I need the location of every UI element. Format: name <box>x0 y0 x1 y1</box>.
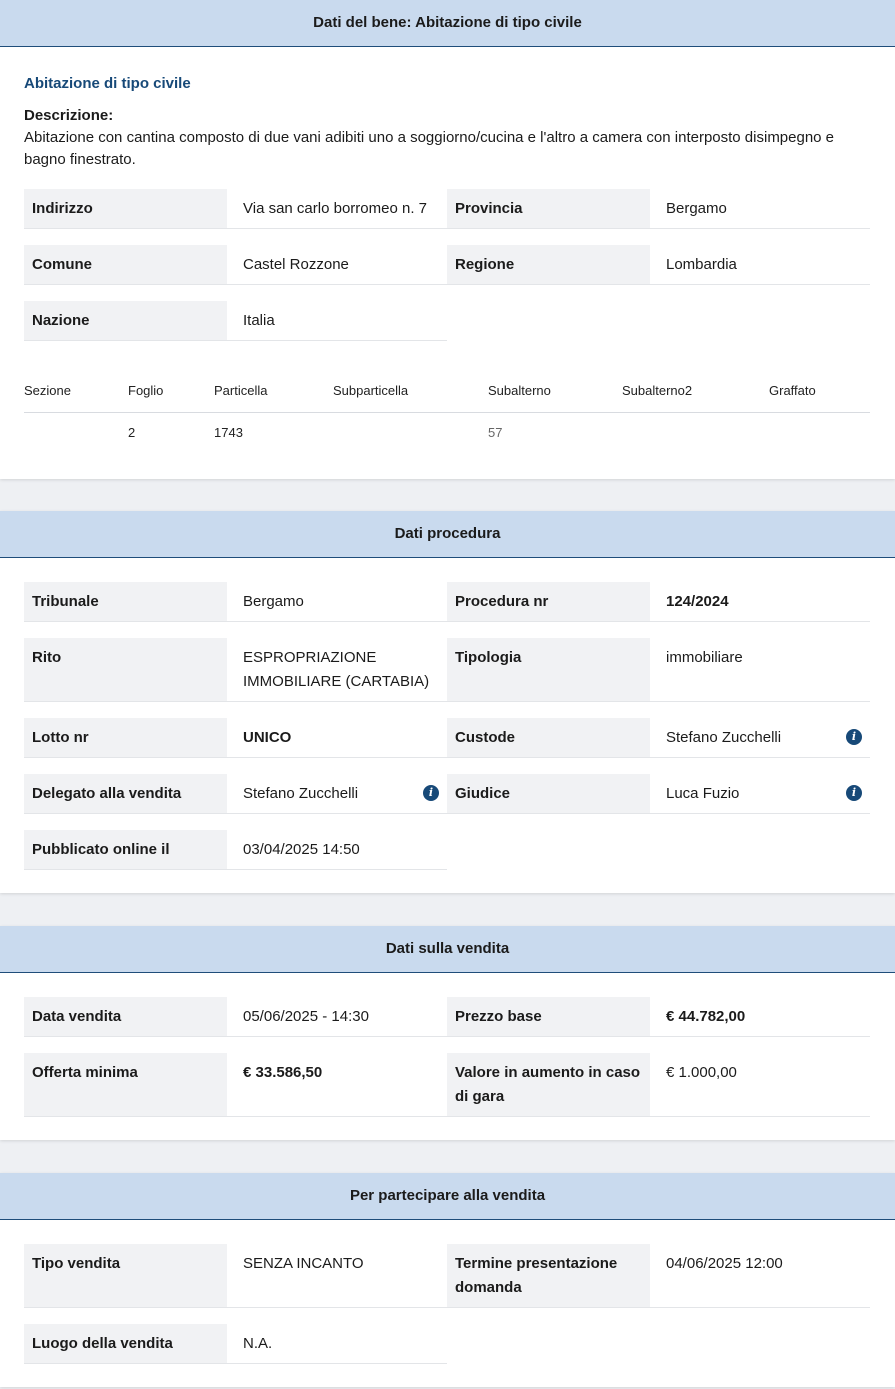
data-vendita-label: Data vendita <box>24 997 227 1037</box>
tipologia-label: Tipologia <box>447 638 650 702</box>
tribunale-value: Bergamo <box>227 582 447 622</box>
card-partecipare <box>0 1173 895 1387</box>
indirizzo-label: Indirizzo <box>24 189 227 229</box>
section-header-dati-procedura: Dati procedura <box>0 511 895 558</box>
pubblicato-label: Pubblicato online il <box>24 830 227 870</box>
regione-label: Regione <box>447 245 650 285</box>
comune-value: Castel Rozzone <box>227 245 447 285</box>
valore-aumento-label-line1: Valore in aumento in caso <box>455 1064 641 1081</box>
rito-value-line1: ESPROPRIAZIONE <box>243 649 377 666</box>
section-header-dati-bene: Dati del bene: Abitazione di tipo civile <box>0 0 895 47</box>
description-label: Descrizione: <box>24 107 114 124</box>
cell-particella: 1743 <box>214 425 243 440</box>
col-subparticella: Subparticella <box>333 383 409 398</box>
prezzo-base-label: Prezzo base <box>447 997 650 1037</box>
comune-label: Comune <box>24 245 227 285</box>
indirizzo-value: Via san carlo borromeo n. 7 <box>227 189 447 229</box>
luogo-vendita-label: Luogo della vendita <box>24 1324 227 1364</box>
valore-aumento-label-line2: di gara <box>455 1088 505 1105</box>
delegato-value: Stefano Zucchelli <box>227 774 447 814</box>
valore-aumento-value: € 1.000,00 <box>650 1053 870 1117</box>
rito-value <box>227 638 447 702</box>
section-header-dati-vendita: Dati sulla vendita <box>0 926 895 973</box>
luogo-vendita-value: N.A. <box>227 1324 447 1364</box>
card-dati-vendita <box>0 926 895 1140</box>
custode-label: Custode <box>447 718 650 758</box>
card-dati-bene <box>0 0 895 479</box>
procedura-nr-label: Procedura nr <box>447 582 650 622</box>
regione-value: Lombardia <box>650 245 870 285</box>
lotto-label: Lotto nr <box>24 718 227 758</box>
nazione-value: Italia <box>227 301 447 341</box>
provincia-value: Bergamo <box>650 189 870 229</box>
termine-label-line2: domanda <box>455 1279 522 1296</box>
data-vendita-value: 05/06/2025 - 14:30 <box>227 997 447 1037</box>
procedura-nr-value: 124/2024 <box>650 582 870 622</box>
tipologia-value: immobiliare <box>650 638 870 702</box>
termine-label-line1: Termine presentazione <box>455 1255 618 1272</box>
bene-subtitle: Abitazione di tipo civile <box>24 75 191 92</box>
custode-value: Stefano Zucchelli <box>650 718 870 758</box>
description-text: Abitazione con cantina composto di due vani adibiti uno a soggiorno/cucina e l'altro a camera con interposto disimpegno e bagno finestrato. <box>24 129 835 168</box>
col-foglio: Foglio <box>128 383 164 398</box>
tribunale-label: Tribunale <box>24 582 227 622</box>
rito-value-line2: IMMOBILIARE (CARTABIA) <box>243 673 430 690</box>
col-sezione: Sezione <box>24 383 71 398</box>
cell-foglio: 2 <box>128 425 136 440</box>
catasto-divider <box>24 412 870 413</box>
card-dati-procedura <box>0 511 895 893</box>
rito-label: Rito <box>24 638 227 702</box>
lotto-value: UNICO <box>227 718 447 758</box>
provincia-label: Provincia <box>447 189 650 229</box>
valore-aumento-label <box>447 1053 650 1117</box>
cell-subalterno: 57 <box>488 425 503 440</box>
nazione-label: Nazione <box>24 301 227 341</box>
prezzo-base-value: € 44.782,00 <box>650 997 870 1037</box>
giudice-value: Luca Fuzio <box>650 774 870 814</box>
tipo-vendita-value: SENZA INCANTO <box>227 1244 447 1308</box>
pubblicato-value: 03/04/2025 14:50 <box>227 830 447 870</box>
col-subalterno: Subalterno <box>488 383 551 398</box>
col-particella: Particella <box>214 383 268 398</box>
custode-info-icon[interactable]: i <box>846 729 862 745</box>
delegato-label: Delegato alla vendita <box>24 774 227 814</box>
termine-label <box>447 1244 650 1308</box>
offerta-minima-value: € 33.586,50 <box>227 1053 447 1117</box>
section-header-partecipare: Per partecipare alla vendita <box>0 1173 895 1220</box>
giudice-label: Giudice <box>447 774 650 814</box>
termine-value: 04/06/2025 12:00 <box>650 1244 870 1308</box>
col-subalterno2: Subalterno2 <box>622 383 693 398</box>
offerta-minima-label: Offerta minima <box>24 1053 227 1117</box>
giudice-info-icon[interactable]: i <box>846 785 862 801</box>
col-graffato: Graffato <box>769 383 816 398</box>
tipo-vendita-label: Tipo vendita <box>24 1244 227 1308</box>
delegato-info-icon[interactable]: i <box>423 785 439 801</box>
